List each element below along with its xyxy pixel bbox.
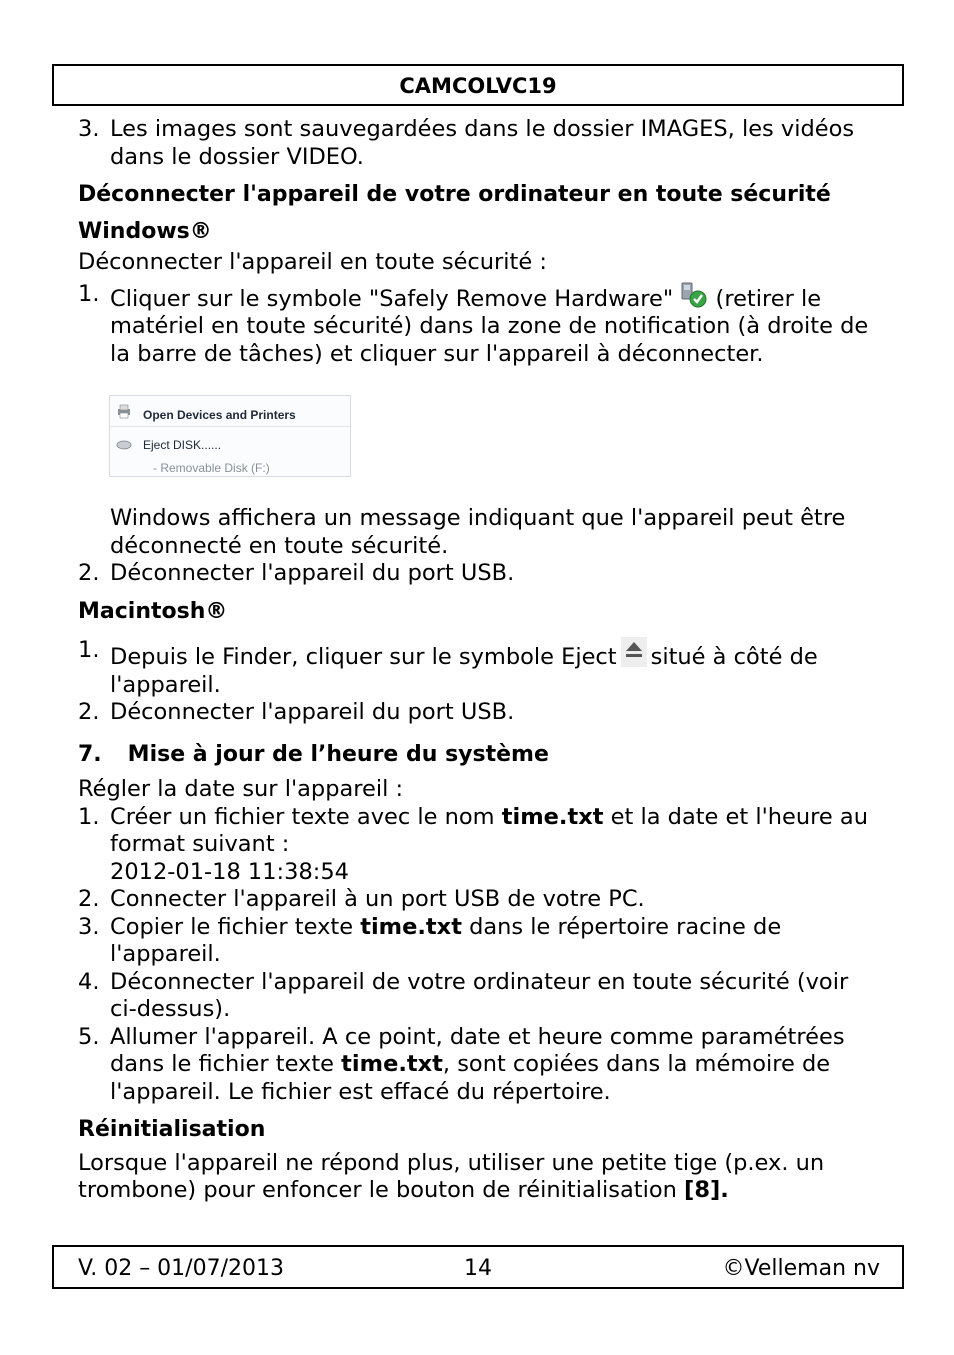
list-text: Depuis le Finder, cliquer sur le symbole Eject: [110, 644, 617, 670]
windows-note: Windows affichera un message indiquant que l'appareil peut être déconnecté en toute sécurité.: [110, 505, 846, 559]
list-text: Déconnecter l'appareil du port USB.: [110, 699, 515, 725]
safely-remove-hardware-icon: [680, 281, 708, 309]
document-footer: [52, 1245, 904, 1289]
section-heading-disconnect: Déconnecter l'appareil de votre ordinateur en toute sécurité: [78, 182, 831, 207]
reset-text: [78, 1150, 878, 1205]
disk-icon: [116, 434, 132, 462]
list-item: [78, 560, 878, 588]
list-number: 2.: [78, 560, 100, 586]
time-lead: Régler la date sur l'appareil :: [78, 776, 404, 802]
list-number: 3.: [78, 116, 100, 142]
list-text: Connecter l'appareil à un port USB de votre PC.: [110, 886, 645, 912]
page-content: [78, 116, 878, 1205]
document-title: CAMCOLVC19: [399, 74, 557, 98]
windows-menu-screenshot: [109, 395, 351, 477]
list-text: Déconnecter l'appareil du port USB.: [110, 560, 515, 586]
list-number: 2.: [78, 699, 100, 725]
menu-item-label: Eject DISK......: [143, 438, 222, 452]
list-item: [78, 804, 878, 887]
menu-item-label: Open Devices and Printers: [143, 408, 296, 422]
list-number: 1.: [78, 803, 100, 830]
list-number: 2.: [78, 886, 100, 912]
list-number: 1.: [78, 280, 100, 307]
filename: time.txt: [360, 913, 462, 940]
menu-subitem-label: - Removable Disk (F:): [153, 461, 270, 475]
subheading-windows: Windows®: [78, 218, 212, 244]
list-item: [78, 914, 878, 969]
list-text: dans le répertoire racine de l'appareil.: [110, 913, 782, 967]
datetime-example: 2012-01-18 11:38:54: [110, 858, 349, 885]
reset-button-ref: [8].: [684, 1177, 729, 1203]
subheading-macintosh: Macintosh®: [78, 598, 228, 624]
list-text: Déconnecter l'appareil de votre ordinateur en toute sécurité (voir ci-dessus).: [110, 968, 849, 1022]
section-title: Mise à jour de l’heure du système: [127, 741, 549, 767]
list-item: [78, 699, 878, 727]
eject-icon: [621, 637, 647, 667]
section-heading-time: [78, 741, 878, 769]
footer-copyright: ©Velleman nv: [722, 1256, 880, 1281]
list-number: 3.: [78, 913, 100, 940]
filename: time.txt: [341, 1051, 443, 1077]
reset-body: Lorsque l'appareil ne répond plus, utiliser une petite tige (p.ex. un trombone) pour enfoncer le bouton de réinitialisation: [78, 1149, 825, 1203]
list-text: Cliquer sur le symbole "Safely Remove Hardware": [110, 285, 681, 312]
list-text: et la date et l'heure au format suivant :: [110, 803, 868, 857]
list-item: [78, 637, 878, 699]
windows-lead: Déconnecter l'appareil en toute sécurité :: [78, 249, 547, 275]
list-item: [78, 1024, 878, 1107]
document-header: [52, 64, 904, 106]
printer-icon: [116, 402, 132, 430]
list-text: Les images sont sauvegardées dans le dossier IMAGES, les vidéos dans le dossier VIDEO.: [110, 116, 855, 170]
list-item: [78, 116, 878, 171]
list-text: Copier le fichier texte: [110, 913, 361, 940]
menu-item-open-devices: [110, 396, 350, 427]
footer-version: V. 02 – 01/07/2013: [78, 1256, 284, 1281]
list-text: Allumer l'appareil. A ce point, date et heure comme paramétrées dans le fichier texte: [110, 1023, 845, 1077]
list-number: 1.: [78, 637, 100, 663]
list-number: 5.: [78, 1023, 100, 1050]
list-number: 4.: [78, 968, 100, 995]
list-text: (retirer le matériel en toute sécurité) dans la zone de notification (à droite de la barre de tâches) et cliquer sur l'appareil à déconnecter.: [110, 285, 869, 367]
list-item: [78, 886, 878, 914]
section-number: 7.: [78, 741, 102, 767]
list-item: [78, 281, 878, 369]
list-text: , sont copiées dans la mémoire de l'appareil. Le fichier est effacé du répertoire.: [110, 1051, 831, 1105]
list-text: Créer un fichier texte avec le nom: [110, 803, 502, 830]
filename: time.txt: [501, 803, 604, 830]
list-item: [78, 969, 878, 1024]
list-text: situé à côté de l'appareil.: [110, 644, 818, 698]
section-heading-reset: Réinitialisation: [78, 1117, 266, 1142]
footer-page-number: 14: [464, 1256, 492, 1281]
